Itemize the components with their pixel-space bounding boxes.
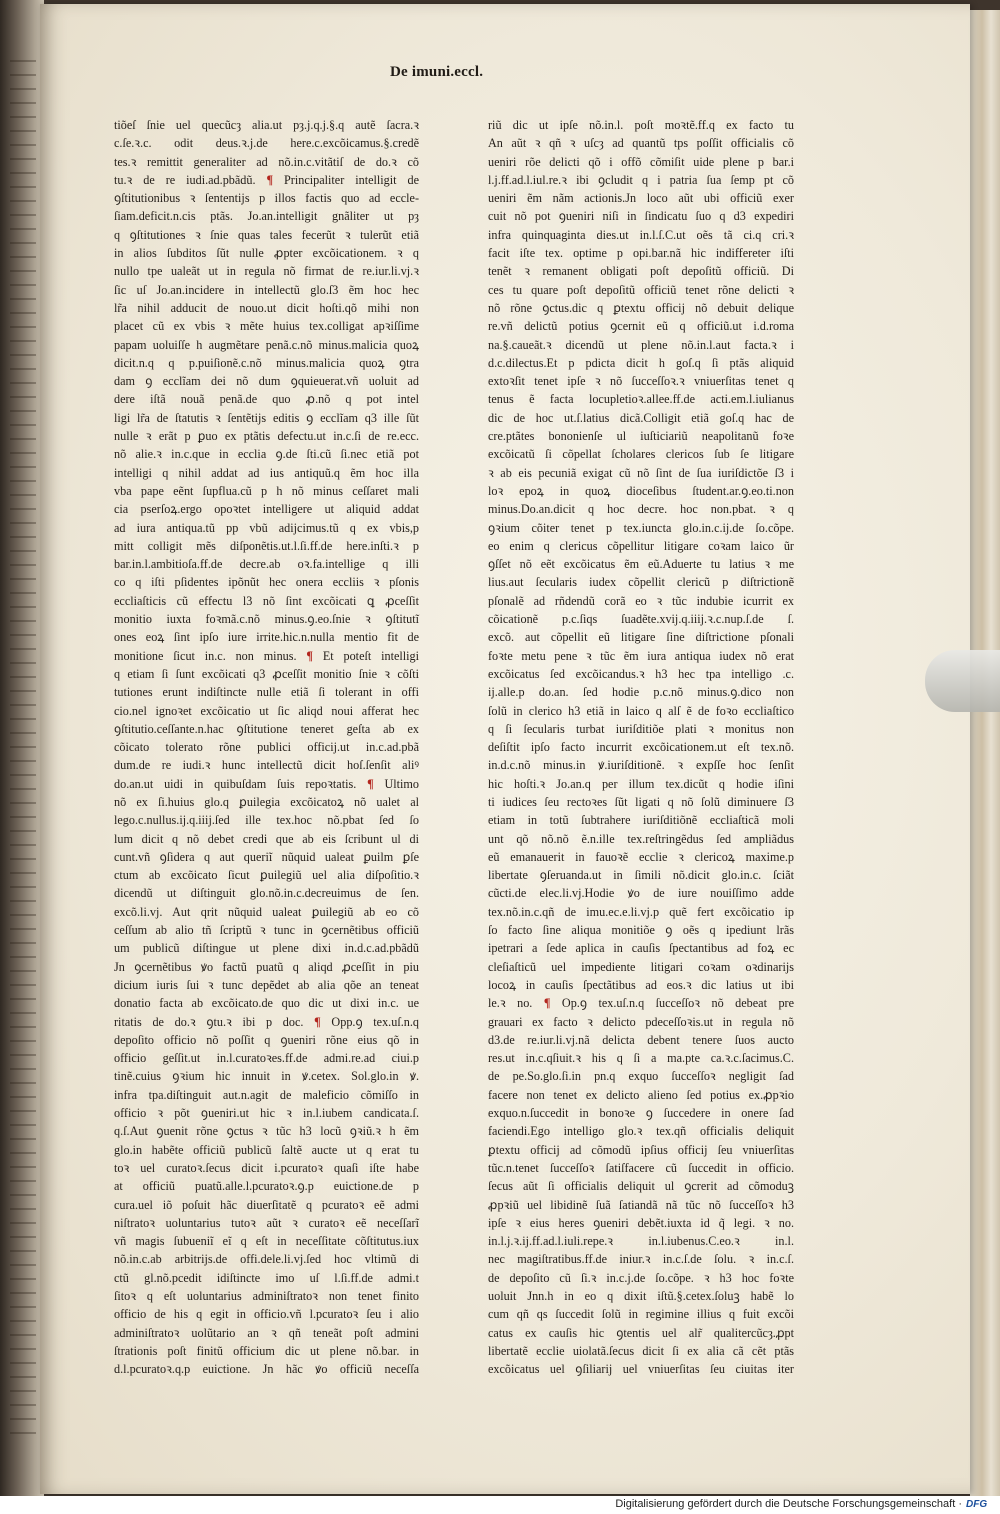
text-line: nullo tpe ualeãt ut in regula nõ firmat de re.iur.li.vj.ꝛ — [114, 264, 419, 279]
text-line: locoꝝ in cauſis ſpectãtibus ad eos.ꝛ dic latius ut ibi — [488, 977, 794, 992]
text-line: ctũ gl.nõ.pcedit idiſtincte imo uſ l.ſi.ff.de admi.t — [114, 1270, 419, 1285]
text-line: papam uoluiſſe h augmẽtare penã.c.nõ minus.malicia quoꝝ — [114, 337, 419, 352]
text-line: infra tpa.diſtinguit aut.n.agit de maleficio cõmiſſo in — [114, 1087, 419, 1102]
text-line: d.l.pcuratoꝛ.q.p euictione. Jn hãc ꝟo officiũ neceſſa — [114, 1362, 419, 1377]
text-line: tes.ꝛ remittit generaliter ad nõ.in.c.vitãtiſ de do.ꝛ cõ — [114, 154, 419, 169]
text-line: infra quinquaginta dies.ut in.l.ſ.C.ut oẽs tã ci.q cri.ꝛ — [488, 227, 794, 242]
text-line: intelligi q nihil addat ad ius antiquũ.q ẽm hoc illa — [114, 465, 419, 480]
text-line: extoꝛſit tenet ipſe ꝛ nõ ſucceſſoꝛ.ꝛ vniuerſitas tenet q — [488, 374, 794, 389]
text-line: glo.in habẽte officiũ publicũ ſaltẽ aucte ut q erat tu — [114, 1142, 419, 1157]
text-line: eccliaſticis cũ effectu l3 nõ ſint excõicati ꝗ ꝓceſſit — [114, 593, 419, 608]
text-line: ligi lr̃a de ſtatutis ꝛ ſentẽtijs editis ꝯ ecclĩam q3 ille ſũt — [114, 410, 419, 425]
text-line: ꝯſtitutio.ceſſante.n.hac ꝯſtitutione teneret geſta ab ex — [114, 721, 419, 736]
text-line: eũ emanauerit in fauoꝛẽ ecclie ꝛ clericoꝝ maxime.p — [488, 849, 794, 864]
text-line: tũc.n.tenet ſucceſſoꝛ ſatiſfacere cũ ſuccedit in officio. — [488, 1160, 794, 1175]
facing-page-edge — [0, 0, 44, 1496]
text-line: de pe.So.glo.ſi.in pn.q exquo ſucceſſoꝛ negligit ſad — [488, 1069, 794, 1084]
text-line: ritatis de do.ꝛ ꝯtu.ꝛ ibi p doc. ¶ Opp.ꝯ tex.uſ.n.q — [114, 1014, 419, 1029]
text-line: tu.ꝛ de re iudi.ad.pbãdũ. ¶ Principaliter intelligit de — [114, 172, 419, 187]
text-line: dere iſtã nouã penã.de quo ꝓ.nõ q pot intel — [114, 392, 419, 407]
digitization-footer — [0, 1496, 1000, 1514]
text-line: libertatẽ ecclie uiolatã.ſecus dicit ſi ex alia cã cẽt ptãs — [488, 1343, 794, 1358]
text-line: facere non tenet ex delicto alieno ſed potius ex.ꝓpꝛio — [488, 1087, 794, 1102]
text-line: nõ ex ſi.huius glo.q ꝑuilegia excõicatoꝝ nõ ualet al — [114, 794, 419, 809]
text-line: ꝓpꝛiũ uel libidinẽ ſuã ſatiandã nã tũc nõ ſucceſſoꝛ h3 — [488, 1197, 794, 1212]
text-line: monitione ſicut in.c. non minus. ¶ Et poteſt intelligi — [114, 648, 419, 663]
rubric-paragraph-mark: ¶ — [543, 996, 551, 1011]
text-line: cõicationẽ p.c.ſiqs ſuadẽte.xvij.q.iiij.ꝛ.c.nup.ſ.de ſ. — [488, 612, 794, 627]
text-line: hic hoſti.ꝛ Jo.an.q per illum tex.dicũt q hodie iſini — [488, 776, 794, 791]
text-line: re.vñ delictũ potius ꝯcernit eũ q officiũ.ut i.d.roma — [488, 319, 794, 334]
text-line: ſo facto ſine aliqua monitiõe ꝯ oẽs q ipediunt lrãs — [488, 923, 794, 938]
text-line: d.c.dilectus.Et p pdicta dicit h goſ.q ſi ptãs aliquid — [488, 355, 794, 370]
text-line: ſecus aũt ſi officialis deliquit ul ꝯcrerit ad cõmoduꝫ — [488, 1179, 794, 1194]
text-line: ces tu quare poſt depoſitũ officiũ tenet rõne delicti ꝛ — [488, 282, 794, 297]
rubric-paragraph-mark: ¶ — [266, 172, 274, 187]
text-line: ꝯꝛium cõiter tenet p tex.iuncta glo.in.c.ij.de ſo.cõpe. — [488, 520, 794, 535]
page-clip — [925, 650, 1000, 712]
text-line: tiõeſ ſnie uel quecũcȝ alia.ut pȝ.j.q.j.§.q autẽ ſacra.ꝛ — [114, 118, 419, 132]
text-line: exquo.n.ſuccedit in bonoꝛe ꝯ ſuccedere in onere ſad — [488, 1106, 794, 1121]
text-line: ſiam.deficit.n.cis ptãs. Jo.an.intelligit gnãliter ut pȝ — [114, 209, 419, 224]
text-line: cura.uel iõ poſuit hãc diuerſitatẽ q pcuratoꝛ eẽ admi — [114, 1197, 419, 1212]
text-line: cio.nel ignoꝛet excõicatio ut ſic aliqd noui afferat hec — [114, 703, 419, 718]
text-line: tex.nõ.in.c.qñ de imu.ec.e.li.vj.p quẽ fert excõicatio ip — [488, 904, 794, 919]
text-line: do.an.ut uidi in quibuſdam ſuis repoꝛtatis. ¶ Ultimo — [114, 776, 419, 791]
text-line: c.ſe.ꝛ.c. odit deus.ꝛ.j.de here.c.excõicamus.§.credẽ — [114, 136, 419, 151]
text-line: cuit nõ pot ꝯueniri niſi in ſindicatu ſuo q d3 expediri — [488, 209, 794, 224]
text-line: ipetrari a ſede aplica in cauſis ſpectantibus ad foꝝ ec — [488, 941, 794, 956]
text-line: q ſi ſecularis turbat iuriſditiõe plati ꝛ monitus non — [488, 721, 794, 736]
text-line: vñ magis ſubueniĩ eĩ q eſt in neceſſitate cõſtitutus.iux — [114, 1234, 419, 1249]
text-line: in.l.j.ꝛ.ij.ff.ad.l.iuli.repe.ꝛ in.l.iubenus.C.eo.ꝛ in.l. — [488, 1234, 794, 1249]
text-line: na.§.caueãt.ꝛ dicendũ ut plene nõ.in.l.aut facta.ꝛ i — [488, 337, 794, 352]
text-line: niſtratoꝛ uoluntarius tutoꝛ aũt ꝛ curatoꝛ eẽ neceſſarĩ — [114, 1215, 419, 1230]
text-line: q ꝯſtitutiones ꝛ ſnie quas tales fecerũt ꝛ tulerũt etiã — [114, 227, 419, 242]
text-column-left — [114, 116, 419, 1377]
text-line: ꝛ ab eis pecuniã exigat cũ nõ ſint de ſua iuriſdictõe ſ3 i — [488, 465, 794, 480]
text-line: catus ex cauſis hic ꝯtentis uel alr̃ qualitercũcȝ.ꝓpt — [488, 1325, 794, 1340]
text-line: ceſſum ab alio tñ ſcriptũ ꝛ tunc in ꝯcernẽtibus officiũ — [114, 923, 419, 938]
text-line: tutiones erunt indiſtincte nulle etiã ſi tolerant in offi — [114, 685, 419, 700]
text-line: dicium iuris ſui ꝛ tunc depẽdet ab alia qõe an teneat — [114, 977, 419, 992]
text-line: riũ dic ut ipſe nõ.in.l. poſt moꝛtẽ.ff.q ex facto tu — [488, 118, 794, 132]
text-line: Jn ꝯcernẽtibus ꝟo factũ puatũ q aliqd ꝓceſſit in piu — [114, 959, 419, 974]
page-stack-edge — [970, 10, 1000, 1496]
text-line: cunt.vñ ꝯſidera q aut queriĩ nũquid ualeat ꝑuilm ꝑſe — [114, 849, 419, 864]
text-line: dic de hoc ut.ſ.latius dicã.Colligit etiã goſ.q hac de — [488, 410, 794, 425]
rubric-paragraph-mark: ¶ — [314, 1014, 321, 1029]
text-line: ueniri ẽm nãm actionis.Jn loco aũt ubi officiũ exer — [488, 191, 794, 206]
text-line: ꝯſtitutionibus ꝛ ſententijs p illos factis quo ad eccle- — [114, 191, 419, 206]
text-line: um publicũ diſtingue ut plene dixi in.d.c.ad.pbãdũ — [114, 941, 419, 956]
text-line: ſtrationis poſt finitũ officium dic ut plene nõ.bar. in — [114, 1343, 419, 1358]
text-line: monitio iuxta foꝛmã.c.nõ minus.ꝯ.eo.ſnie ꝛ ꝯſtitutĩ — [114, 612, 419, 627]
text-line: q.ſ.Aut ꝯuenit rõne ꝯctus ꝛ tũc h3 locũ ꝯꝛiũ.ꝛ h ẽm — [114, 1124, 419, 1139]
text-line: facit iſte tex. optime p opi.bar.nã hic indiffereter iſti — [488, 246, 794, 261]
text-line: minus.Do.an.dicit q hoc decre. hoc non.pbat. ꝛ q — [488, 502, 794, 517]
rubric-paragraph-mark: ¶ — [367, 776, 374, 791]
text-line: placet cũ ex vbis ꝛ mẽte huius tex.colligat apꝛiſſime — [114, 319, 419, 334]
text-line: d3.de re.iur.li.vj.nã delicta debent tenere ſuos aucto — [488, 1032, 794, 1047]
text-line: nulle ꝛ erãt p ꝑuo ex ptãtis defectu.ut in.c.ſi de re.ecc. — [114, 429, 419, 444]
text-line: vba pape eẽnt ſupflua.cũ p h nõ minus ceſſaret mali — [114, 483, 419, 498]
text-line: excõicatus ſed excõicandus.ꝛ h3 hec tpa intelligo .c. — [488, 666, 794, 681]
text-line: ctum ab excõicato ſicut ꝑuilegiũ uel alia diſpoſitio.ꝛ — [114, 868, 419, 883]
text-line: eo enim q clericus cõpellitur litigare coꝛam laico ũr — [488, 538, 794, 553]
text-line: nec magiſtratibus.ff.de iniur.ꝛ in.c.ſ.de ſolu. ꝛ in.c.ſ. — [488, 1252, 794, 1267]
text-line: cleſiaſticũ uel impediente litigari coꝛam oꝛdinarijs — [488, 959, 794, 974]
footer-credit: Digitalisierung gefördert durch die Deutsche Forschungsgemeinschaft · — [615, 1498, 962, 1510]
text-line: unt qõ nõ.nõ ẽ.n.ille tex.reſtringẽdus ſed ampliãdus — [488, 831, 794, 846]
text-line: nõ rõne ꝯctus.dic q ꝑtextu officij nõ debuit delique — [488, 300, 794, 315]
dfg-logo: DFG — [966, 1499, 988, 1510]
text-line: ꝑtextu officij ad cõmodũ ipſius officij ſeu vniuerſitas — [488, 1142, 794, 1157]
text-line: lius.aut ſecularis iudex cõpellit clericũ p diſtrictionẽ — [488, 575, 794, 590]
text-line: cia pserſoꝝ.ergo opoꝛtet intelligere ut aliquid addat — [114, 502, 419, 517]
text-line: lego.c.nullus.ij.q.iiij.ſed ille tex.hoc nõ.pbat ſed ſo — [114, 813, 419, 828]
text-line: ueniri rõe delicti qõ i offõ cõmiſit uide plene p bar.i — [488, 154, 794, 169]
text-line: ad iura antiqua.tũ pp vbũ adijcimus.tũ q ex vbis,p — [114, 520, 419, 535]
text-line: le.ꝛ no. ¶ Op.ꝯ tex.uſ.n.q ſucceſſoꝛ nõ debeat pre — [488, 996, 794, 1011]
text-line: ſic uſ Jo.an.incidere in intellectũ glo.ſ3 ẽm hoc hec — [114, 282, 419, 297]
text-line: officio ꝛ põt ꝯueniri.ut hic ꝛ in.l.iubem candicata.ſ. — [114, 1106, 419, 1121]
text-line: nõ alie.ꝛ in.c.que in ecclia ꝯ.de ſti.cũ ſi.nec etiã pot — [114, 447, 419, 462]
text-line: excõ. aut cõpellit eũ litigare ſine diſtrictione pſonali — [488, 630, 794, 645]
text-line: q etiam ſi ſunt excõicati q3 ꝓceſſit monitio ſnie ꝛ cõſti — [114, 666, 419, 681]
running-head: De imuni.eccl. — [390, 64, 484, 80]
text-line: An aũt ꝛ qñ ꝛ uſcȝ ad quantũ tps poſſit officialis cõ — [488, 136, 794, 151]
text-line: cum qñ qs ſuccedit ſolũ in regimine illius q fuit excõi — [488, 1307, 794, 1322]
text-line: toꝛ uel curatoꝛ.ſecus dicit i.pcuratoꝛ quaſi iſte habe — [114, 1160, 419, 1175]
text-line: co q iſti pſidentes ipõnũt hec onera eccliis ꝛ pſonis — [114, 575, 419, 590]
text-line: res.ut in.c.qſiuit.ꝛ his q ſi a ma.pte ca.ꝛ.c.ſacimus.C. — [488, 1051, 794, 1066]
text-line: etiam in totũ ſubtrahere iuriſditiõnẽ eccliaſticã moli — [488, 813, 794, 828]
text-line: officio geſſit.ut in.l.curatoꝛes.ff.de admi.re.ad ciui.p — [114, 1051, 419, 1066]
text-line: l.j.ff.ad.l.iul.re.ꝛ ibi ꝯcludit q i patria ſua ſemp pt cõ — [488, 172, 794, 187]
text-line: in.d.c.nõ minus.in ꝟ.iuriſditionẽ. ꝛ expſſe hoc ſenſit — [488, 758, 794, 773]
text-line: cũcti.de elec.li.vj.Hodie ꝟo de iure nouiſſimo adde — [488, 886, 794, 901]
text-line: lr̃a nihil adducit de nouo.ut dicit hoſti.qõ mihi non — [114, 300, 419, 315]
text-line: dicendũ ut diſtinguit glo.nõ.in.c.decreuimus de ſen. — [114, 886, 419, 901]
rubric-paragraph-mark: ¶ — [306, 648, 313, 663]
text-line: mitt colligit mẽs diſponẽtis.ut.l.ſi.ff.de here.inſti.ꝛ p — [114, 538, 419, 553]
text-line: excõicatus uel ꝯſiliarij uel vniuerſitas ſeu ciuitas iter — [488, 1362, 794, 1377]
text-line: in alios ſubditos ſũt nulle ꝓpter excõicationem. ꝛ q — [114, 246, 419, 261]
text-line: ij.alle.p do.an. ſed hodie p.c.nõ minus.ꝯ.dico non — [488, 685, 794, 700]
text-line: excõicatũ ſi cõpellat ſcholares clericos ſub ſe litigare — [488, 447, 794, 462]
text-line: de depoſito cũ ſi.ꝛ in.c.j.de ſo.cõpe. ꝛ h3 hoc foꝛte — [488, 1270, 794, 1285]
text-line: lum dicit q nõ debet credi que ab eis ſcribunt ul di — [114, 831, 419, 846]
text-line: libertate ꝯſeruanda.ut in ſimili nõ.dicit glo.in.c. ſciãt — [488, 868, 794, 883]
text-line: foꝛte metu pene ꝛ tũc ẽm iura antiqua iudex nõ erat — [488, 648, 794, 663]
text-column-right — [488, 116, 794, 1377]
text-line: at officiũ puatũ.alle.l.pcuratoꝛ.ꝯ.p euictione.de p — [114, 1179, 419, 1194]
text-line: ipſe ꝛ eius heres ꝯueniri debẽt.iuxta id q̃ legi. ꝛ no. — [488, 1215, 794, 1230]
text-line: dicit.n.q q p.puiſionẽ.c.nõ minus.malicia quoꝝ ꝯtra — [114, 355, 419, 370]
text-line: excõ.li.vj. Aut qrit nũquid ualeat ꝑuilegiũ ab eo cõ — [114, 904, 419, 919]
text-line: grauari ex facto ꝛ delicto pdeceſſoꝛis.ut in regula nõ — [488, 1014, 794, 1029]
text-line: ti iudices ſeu rectoꝛes ſũt ligati q nõ ſolũ diminuere ſ3 — [488, 794, 794, 809]
text-line: ſitoꝛ q eſt uoluntarius adminiſtratoꝛ non tenet finito — [114, 1289, 419, 1303]
text-line: tenẽt ꝛ remanent obligati poſt depoſitũ officiũ. Di — [488, 264, 794, 279]
text-line: tenus ẽ facta locupletioꝛ.allee.ff.de acti.em.l.iulianus — [488, 392, 794, 407]
text-line: pſonalẽ ad rñdendũ corã eo ꝛ tũc indubie icurrit ex — [488, 593, 794, 608]
text-line: tinẽ.cuius ꝯꝛium hic innuit in ꝟ.cetex. Sol.glo.in ꝟ. — [114, 1069, 419, 1084]
text-line: loꝛ epoꝝ in quoꝝ dioceſibus ſtudent.ar.ꝯ.eo.ti.non — [488, 483, 794, 498]
text-line: faciendi.Ego intelligo glo.ꝛ tex.qñ officialis deliquit — [488, 1124, 794, 1139]
text-line: cõicato tolerato rõne publici officij.ut in.c.ad.pbã — [114, 740, 419, 755]
text-line: dam ꝯ ecclĩam dei nõ dum ꝯquieuerat.vñ uoluit ad — [114, 374, 419, 389]
text-line: dum.de re iudi.ꝛ hunc intellectũ dicit hoſ.ſenſit aliꝰ — [114, 758, 419, 773]
text-line: ſolũ in clerico h3 etiã in laico q alſ ẽ de foꝛo eccliaſtico — [488, 703, 794, 718]
text-line: donatio facta ab excõicato.de quo dic ut dixi in.c. ue — [114, 996, 419, 1011]
text-line: officio de his q egit in officio.vñ l.pcuratoꝛ ſeu i alio — [114, 1307, 419, 1322]
text-line: cre.ptãtes bononienſe ul iuſticiariũ neapolitanũ foꝛe — [488, 429, 794, 444]
text-line: nõ.in.c.ab arbitrijs.de offi.dele.li.vj.ſed hoc vltimũ di — [114, 1252, 419, 1267]
text-line: depoſito officio nõ poſſit q ꝯueniri rõne eius qõ in — [114, 1032, 419, 1047]
text-line: adminiſtratoꝛ uolũtario an ꝛ qñ teneãt poſt admini — [114, 1325, 419, 1340]
text-line: uoluit Jnn.h in eo q dixit iſtũ.§.cetex.ſoluꝫ habẽ lo — [488, 1289, 794, 1303]
text-line: bar.in.l.ambitioſa.ff.de decre.ab oꝛ.fa.intellige q illi — [114, 557, 419, 572]
text-line: ꝯſſet nõ eẽt excõicatus ẽm eũ.Aduerte tu latius ꝛ me — [488, 557, 794, 572]
text-line: deſiſtit ipſo facto incurrit excõicationem.ut eſt tex.nõ. — [488, 740, 794, 755]
text-line: ones eoꝝ ſint ipſo iure irrite.hic.n.nulla mentio fit de — [114, 630, 419, 645]
